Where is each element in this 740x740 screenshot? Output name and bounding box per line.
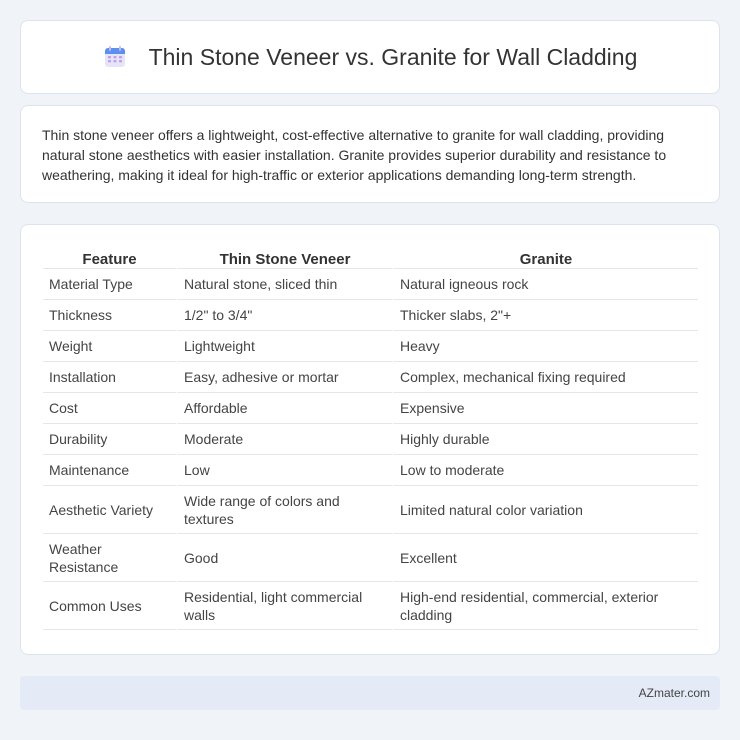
granite-cell: Expensive — [392, 393, 698, 424]
feature-cell: Maintenance — [43, 455, 176, 486]
title-card — [20, 20, 720, 94]
granite-cell: Thicker slabs, 2"+ — [392, 300, 698, 331]
table-row — [43, 424, 698, 455]
header-thin-stone-veneer: Thin Stone Veneer — [176, 245, 392, 269]
summary-card — [20, 105, 720, 203]
veneer-cell: Moderate — [176, 424, 392, 455]
table-row — [43, 393, 698, 424]
veneer-cell: Lightweight — [176, 331, 392, 362]
feature-cell: Material Type — [43, 269, 176, 300]
feature-cell: Weather Resistance — [43, 534, 176, 582]
veneer-cell: Residential, light commercial walls — [176, 582, 392, 630]
comparison-card — [20, 224, 720, 655]
veneer-cell: Low — [176, 455, 392, 486]
granite-cell: High-end residential, commercial, exterior cladding — [392, 582, 698, 630]
table-row — [43, 269, 698, 300]
veneer-cell: Easy, adhesive or mortar — [176, 362, 392, 393]
feature-cell: Common Uses — [43, 582, 176, 630]
veneer-cell: Affordable — [176, 393, 392, 424]
feature-cell: Cost — [43, 393, 176, 424]
table-row — [43, 455, 698, 486]
feature-cell: Aesthetic Variety — [43, 486, 176, 534]
granite-cell: Heavy — [392, 331, 698, 362]
feature-cell: Durability — [43, 424, 176, 455]
footer-bar — [20, 676, 720, 710]
feature-cell: Thickness — [43, 300, 176, 331]
page-title: Thin Stone Veneer vs. Granite for Wall Cladding — [148, 43, 638, 70]
header-feature: Feature — [43, 245, 176, 269]
feature-cell: Installation — [43, 362, 176, 393]
granite-cell: Complex, mechanical fixing required — [392, 362, 698, 393]
title-row — [103, 44, 638, 71]
table-row — [43, 362, 698, 393]
header-granite: Granite — [392, 245, 698, 269]
granite-cell: Limited natural color variation — [392, 486, 698, 534]
table-row — [43, 300, 698, 331]
veneer-cell: Good — [176, 534, 392, 582]
granite-cell: Low to moderate — [392, 455, 698, 486]
table-row — [43, 534, 698, 582]
table-row — [43, 331, 698, 362]
summary-text: Thin stone veneer offers a lightweight, cost-effective alternative to granite for wall cladding, providing natural stone aesthetics with easier installation. Granite provides superior durability and resistance to weathering, making it ideal for high-traffic or exterior applications demanding long-term strength. — [42, 127, 667, 183]
feature-cell: Weight — [43, 331, 176, 362]
veneer-cell: Wide range of colors and textures — [176, 486, 392, 534]
veneer-cell: Natural stone, sliced thin — [176, 269, 392, 300]
comparison-table — [43, 245, 698, 630]
calendar-icon — [103, 45, 127, 69]
table-row — [43, 582, 698, 630]
footer-site-link[interactable]: AZmater.com — [638, 686, 710, 700]
granite-cell: Natural igneous rock — [392, 269, 698, 300]
table-header-row — [43, 245, 698, 269]
granite-cell: Highly durable — [392, 424, 698, 455]
granite-cell: Excellent — [392, 534, 698, 582]
veneer-cell: 1/2" to 3/4" — [176, 300, 392, 331]
table-row — [43, 486, 698, 534]
